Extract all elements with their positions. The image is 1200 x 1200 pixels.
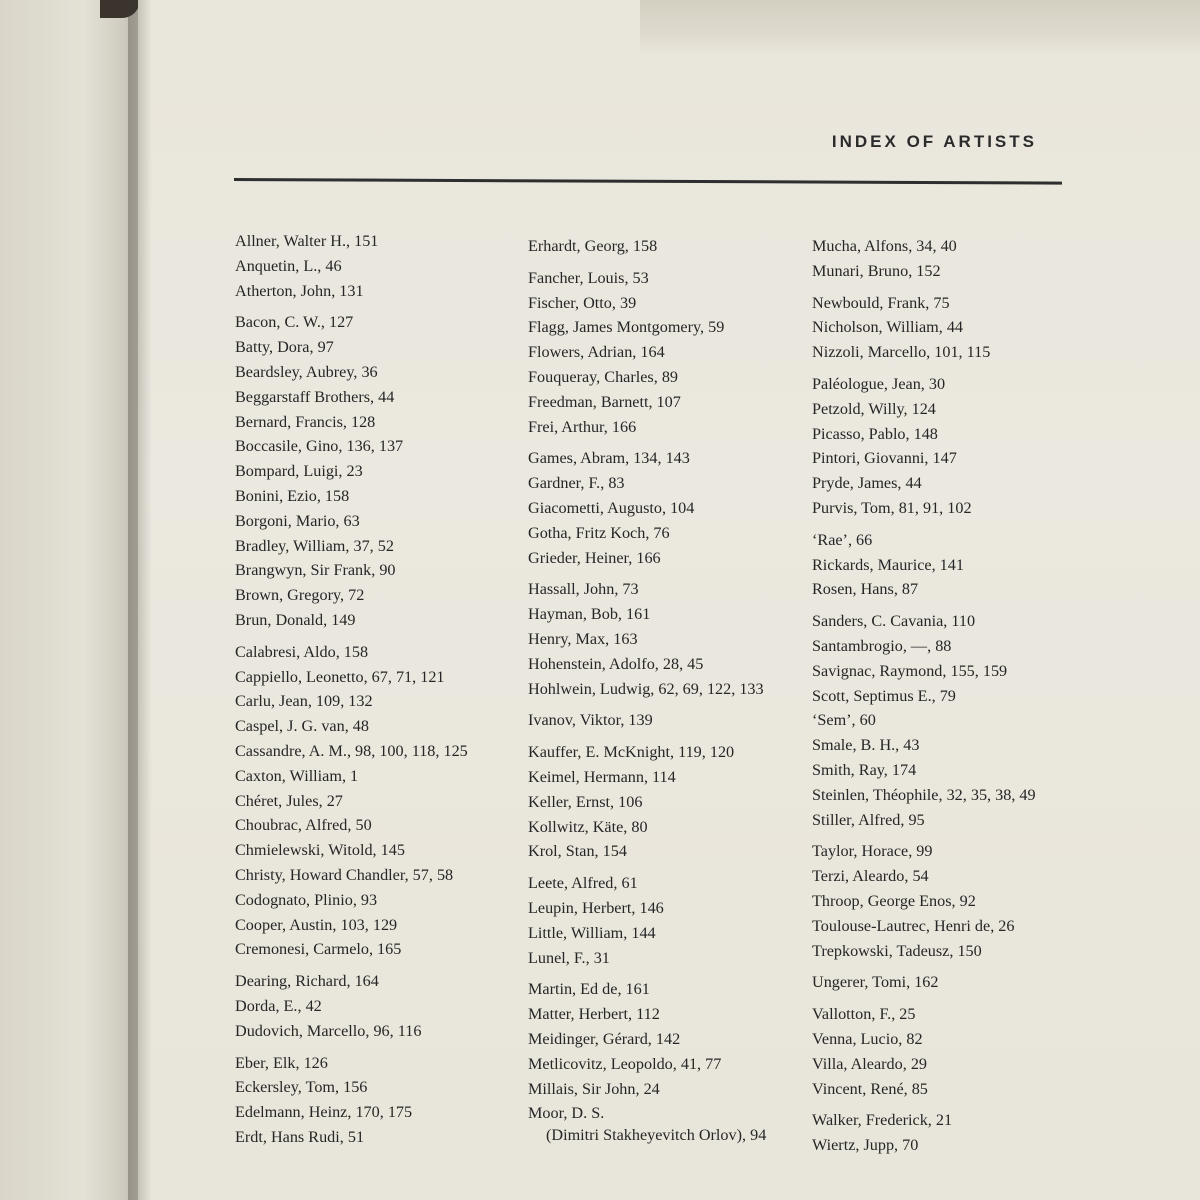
index-entry <box>528 266 808 291</box>
page-title: INDEX OF ARTISTS <box>831 132 1037 151</box>
index-entry-text: Eber, Elk, 126 <box>235 1053 328 1072</box>
index-entry-text: Little, William, 144 <box>528 923 656 942</box>
index-entry-text: Frei, Arthur, 166 <box>528 417 637 436</box>
index-entry-text: Hassall, John, 73 <box>528 580 639 599</box>
index-entry <box>235 937 515 962</box>
index-entry <box>812 496 1072 521</box>
index-entry-text: Cappiello, Leonetto, 67, 71, 121 <box>235 667 445 686</box>
index-entry <box>812 634 1072 659</box>
index-entry <box>235 1100 515 1125</box>
index-entry <box>528 496 808 521</box>
index-entry <box>528 921 808 946</box>
index-column-1 <box>235 229 515 1150</box>
index-entry-text: Giacometti, Augusto, 104 <box>528 498 695 517</box>
index-entry <box>528 315 808 340</box>
index-entry <box>235 813 515 838</box>
index-entry <box>528 234 808 259</box>
index-entry <box>812 577 1072 602</box>
index-entry-text: Keller, Ernst, 106 <box>528 792 643 811</box>
gutter-shadow <box>128 0 152 1200</box>
index-entry <box>235 888 515 913</box>
index-entry-text: Erdt, Hans Rudi, 51 <box>235 1127 365 1146</box>
index-entry-text: Leupin, Herbert, 146 <box>528 898 664 917</box>
index-entry-text: Edelmann, Heinz, 170, 175 <box>235 1103 413 1122</box>
index-entry <box>235 509 515 534</box>
index-entry-text: Brangwyn, Sir Frank, 90 <box>235 561 396 580</box>
index-entry <box>235 484 515 509</box>
index-entry <box>812 372 1072 397</box>
index-entry <box>812 684 1072 709</box>
index-entry <box>812 939 1072 964</box>
index-entry <box>812 446 1072 471</box>
index-entry-text: Meidinger, Gérard, 142 <box>528 1029 681 1048</box>
index-entry-text: Toulouse-Lautrec, Henri de, 26 <box>812 916 1015 935</box>
index-entry <box>812 1077 1072 1102</box>
index-entry <box>235 969 515 994</box>
index-entry <box>528 1052 808 1077</box>
index-entry <box>528 471 808 496</box>
index-entry-text: Fancher, Louis, 53 <box>528 268 649 287</box>
index-entry-text: Calabresi, Aldo, 158 <box>235 642 369 661</box>
index-entry <box>812 889 1072 914</box>
index-entry-text: Purvis, Tom, 81, 91, 102 <box>812 498 972 517</box>
index-entry-text: Walker, Frederick, 21 <box>812 1111 953 1130</box>
index-entry-text: Venna, Lucio, 82 <box>812 1029 923 1048</box>
index-entry <box>528 790 808 815</box>
index-entry-text: Cooper, Austin, 103, 129 <box>235 915 398 934</box>
index-entry-text: Krol, Stan, 154 <box>528 842 627 861</box>
index-entry <box>812 234 1072 259</box>
index-entry-text: Steinlen, Théophile, 32, 35, 38, 49 <box>812 785 1036 804</box>
index-entry <box>812 708 1072 733</box>
index-entry <box>235 558 515 583</box>
index-entry-subtext: (Dimitri Stakheyevitch Orlov), 94 <box>546 1126 767 1145</box>
index-entry-text: Hayman, Bob, 161 <box>528 605 651 624</box>
index-entry <box>812 783 1072 808</box>
index-entry <box>812 553 1072 578</box>
index-entry <box>812 970 1072 995</box>
index-entry-text: Villa, Aleardo, 29 <box>812 1054 928 1073</box>
index-entry <box>235 254 515 279</box>
index-entry-text: ‘Sem’, 60 <box>812 711 876 730</box>
index-entry-text: Vallotton, F., 25 <box>812 1005 916 1024</box>
index-entry <box>812 471 1072 496</box>
index-entry <box>235 229 515 254</box>
index-entry-text: Gardner, F., 83 <box>528 474 625 493</box>
index-entry <box>812 609 1072 634</box>
index-entry <box>812 914 1072 939</box>
index-entry <box>812 291 1072 316</box>
index-entry <box>235 310 515 335</box>
left-page-edge <box>0 0 140 1200</box>
index-entry-text: Metlicovitz, Leopoldo, 41, 77 <box>528 1054 722 1073</box>
index-entry <box>528 365 808 390</box>
index-entry-text: Batty, Dora, 97 <box>235 338 334 357</box>
index-entry-text: Hohenstein, Adolfo, 28, 45 <box>528 654 704 673</box>
index-entry-text: Allner, Walter H., 151 <box>235 232 379 250</box>
index-entry <box>812 1027 1072 1052</box>
index-entry <box>812 528 1072 553</box>
index-entry <box>235 459 515 484</box>
index-entry <box>528 446 808 471</box>
index-entry <box>528 1101 808 1145</box>
index-entry <box>235 994 515 1019</box>
index-entry <box>528 390 808 415</box>
index-entry <box>528 977 808 1002</box>
index-entry <box>528 652 808 677</box>
index-entry <box>812 315 1072 340</box>
index-entry <box>235 739 515 764</box>
index-entry <box>812 758 1072 783</box>
index-entry-text: Fouqueray, Charles, 89 <box>528 367 679 386</box>
index-entry <box>235 1051 515 1076</box>
index-entry-text: Brun, Donald, 149 <box>235 610 356 629</box>
index-entry <box>812 864 1072 889</box>
index-entry-text: Terzi, Aleardo, 54 <box>812 867 929 886</box>
index-entry <box>812 422 1072 447</box>
index-entry <box>812 808 1072 833</box>
index-entry-text: Santambrogio, —, 88 <box>812 636 952 655</box>
index-entry <box>235 279 515 304</box>
index-entry-text: Paléologue, Jean, 30 <box>812 374 946 393</box>
index-entry <box>235 789 515 814</box>
index-entry <box>528 839 808 864</box>
index-entry <box>528 1027 808 1052</box>
index-entry-text: Smale, B. H., 43 <box>812 736 920 755</box>
index-entry <box>528 896 808 921</box>
index-entry-text: Newbould, Frank, 75 <box>812 293 950 312</box>
index-entry-text: Cassandre, A. M., 98, 100, 118, 125 <box>235 741 468 760</box>
index-entry <box>528 627 808 652</box>
index-entry-text: Atherton, John, 131 <box>235 281 364 300</box>
index-column-2 <box>528 234 808 1145</box>
index-entry-text: Erhardt, Georg, 158 <box>528 237 658 255</box>
index-entry <box>235 360 515 385</box>
index-entry-text: Bacon, C. W., 127 <box>235 313 354 332</box>
index-entry-text: Caspel, J. G. van, 48 <box>235 717 369 736</box>
index-column-3 <box>812 234 1072 1158</box>
index-entry-text: Pintori, Giovanni, 147 <box>812 449 957 468</box>
index-entry-text: Bompard, Luigi, 23 <box>235 462 363 481</box>
index-entry <box>235 714 515 739</box>
index-entry <box>528 740 808 765</box>
index-entry <box>528 602 808 627</box>
index-entry <box>235 534 515 559</box>
index-entry-text: Mucha, Alfons, 34, 40 <box>812 237 957 255</box>
index-entry-text: Savignac, Raymond, 155, 159 <box>812 661 1008 680</box>
index-entry-text: Keimel, Hermann, 114 <box>528 767 676 786</box>
index-entry <box>528 677 808 702</box>
index-entry-text: Trepkowski, Tadeusz, 150 <box>812 941 982 960</box>
index-entry-text: Henry, Max, 163 <box>528 629 638 648</box>
index-entry-text: Grieder, Heiner, 166 <box>528 548 661 567</box>
index-entry-text: Stiller, Alfred, 95 <box>812 810 925 829</box>
index-entry <box>235 1125 515 1150</box>
index-entry-text: Bradley, William, 37, 52 <box>235 536 394 555</box>
index-entry <box>812 1108 1072 1133</box>
index-entry-text: Beggarstaff Brothers, 44 <box>235 387 395 406</box>
index-entry <box>235 335 515 360</box>
index-entry <box>235 689 515 714</box>
index-entry-text: Chéret, Jules, 27 <box>235 791 343 810</box>
index-entry <box>528 291 808 316</box>
index-entry <box>812 397 1072 422</box>
index-entry-text: Hohlwein, Ludwig, 62, 69, 122, 133 <box>528 679 764 698</box>
index-entry-text: Pryde, James, 44 <box>812 474 922 493</box>
index-entry <box>528 521 808 546</box>
index-entry-text: Dudovich, Marcello, 96, 116 <box>235 1021 422 1040</box>
index-entry-text: Throop, George Enos, 92 <box>812 891 976 910</box>
index-entry-text: Ivanov, Viktor, 139 <box>528 711 653 730</box>
index-entry-text: Bernard, Francis, 128 <box>235 412 376 431</box>
page-top-edge <box>640 0 1200 56</box>
index-entry-text: Boccasile, Gino, 136, 137 <box>235 437 404 456</box>
index-entry-text: Chmielewski, Witold, 145 <box>235 841 405 860</box>
index-entry <box>528 871 808 896</box>
index-entry-text: Petzold, Willy, 124 <box>812 399 936 418</box>
index-entry-text: Brown, Gregory, 72 <box>235 586 365 605</box>
index-entry-text: Caxton, William, 1 <box>235 766 359 785</box>
index-entry-text: Freedman, Barnett, 107 <box>528 392 681 411</box>
index-entry-text: Leete, Alfred, 61 <box>528 874 638 893</box>
index-entry-text: Choubrac, Alfred, 50 <box>235 816 372 835</box>
index-entry <box>528 340 808 365</box>
index-entry <box>528 1002 808 1027</box>
index-entry-text: Christy, Howard Chandler, 57, 58 <box>235 865 454 884</box>
index-entry <box>812 1052 1072 1077</box>
index-entry-text: Beardsley, Aubrey, 36 <box>235 362 378 381</box>
index-entry-text: Sanders, C. Cavania, 110 <box>812 612 976 631</box>
index-entry-text: Picasso, Pablo, 148 <box>812 424 938 443</box>
index-entry <box>235 385 515 410</box>
index-entry-text: Dorda, E., 42 <box>235 996 322 1015</box>
index-entry-text: ‘Rae’, 66 <box>812 530 873 549</box>
index-entry <box>812 659 1072 684</box>
index-entry <box>235 434 515 459</box>
index-entry-text: Moor, D. S. <box>528 1104 605 1123</box>
index-entry-text: Borgoni, Mario, 63 <box>235 511 360 530</box>
index-entry-text: Wiertz, Jupp, 70 <box>812 1136 919 1155</box>
index-entry-text: Rickards, Maurice, 141 <box>812 555 964 574</box>
index-entry-text: Games, Abram, 134, 143 <box>528 449 690 468</box>
index-entry <box>812 733 1072 758</box>
index-entry-text: Fischer, Otto, 39 <box>528 293 637 312</box>
index-entry-text: Vincent, René, 85 <box>812 1079 928 1098</box>
index-entry-text: Matter, Herbert, 112 <box>528 1005 660 1024</box>
index-entry <box>528 546 808 571</box>
index-entry-text: Kollwitz, Käte, 80 <box>528 817 648 836</box>
index-entry <box>235 410 515 435</box>
index-entry-text: Smith, Ray, 174 <box>812 760 917 779</box>
index-entry <box>528 708 808 733</box>
index-entry-text: Bonini, Ezio, 158 <box>235 486 350 505</box>
index-entry-text: Cremonesi, Carmelo, 165 <box>235 940 402 959</box>
index-entry <box>235 640 515 665</box>
index-entry-text: Carlu, Jean, 109, 132 <box>235 692 373 711</box>
index-entry <box>235 863 515 888</box>
index-entry-text: Scott, Septimus E., 79 <box>812 686 956 705</box>
index-entry <box>528 815 808 840</box>
index-entry-text: Munari, Bruno, 152 <box>812 261 941 280</box>
index-entry <box>235 583 515 608</box>
index-entry-text: Ungerer, Tomi, 162 <box>812 973 939 992</box>
index-entry-text: Flagg, James Montgomery, 59 <box>528 318 725 337</box>
index-entry-text: Kauffer, E. McKnight, 119, 120 <box>528 743 735 762</box>
index-entry <box>528 1077 808 1102</box>
index-entry-text: Gotha, Fritz Koch, 76 <box>528 523 670 542</box>
index-entry <box>812 839 1072 864</box>
index-entry <box>235 913 515 938</box>
index-entry <box>528 415 808 440</box>
index-entry <box>812 340 1072 365</box>
index-entry-text: Lunel, F., 31 <box>528 948 610 967</box>
index-entry <box>235 665 515 690</box>
index-entry-text: Anquetin, L., 46 <box>235 256 342 275</box>
index-entry <box>812 1133 1072 1158</box>
index-entry <box>235 838 515 863</box>
index-entry-text: Nicholson, William, 44 <box>812 318 964 337</box>
index-entry-text: Rosen, Hans, 87 <box>812 580 919 599</box>
index-entry-text: Dearing, Richard, 164 <box>235 972 379 991</box>
index-entry <box>235 1075 515 1100</box>
index-entry <box>812 1002 1072 1027</box>
index-entry-text: Martin, Ed de, 161 <box>528 980 650 999</box>
index-entry <box>235 1019 515 1044</box>
index-entry-text: Millais, Sir John, 24 <box>528 1079 660 1098</box>
index-entry-text: Taylor, Horace, 99 <box>812 842 933 861</box>
index-entry <box>235 764 515 789</box>
index-entry <box>528 765 808 790</box>
index-entry-text: Codognato, Plinio, 93 <box>235 890 378 909</box>
index-entry <box>235 608 515 633</box>
index-entry <box>528 577 808 602</box>
index-entry-text: Flowers, Adrian, 164 <box>528 343 665 362</box>
index-entry <box>528 946 808 971</box>
index-entry <box>812 259 1072 284</box>
index-entry-text: Eckersley, Tom, 156 <box>235 1078 368 1097</box>
index-entry-text: Nizzoli, Marcello, 101, 115 <box>812 343 991 362</box>
